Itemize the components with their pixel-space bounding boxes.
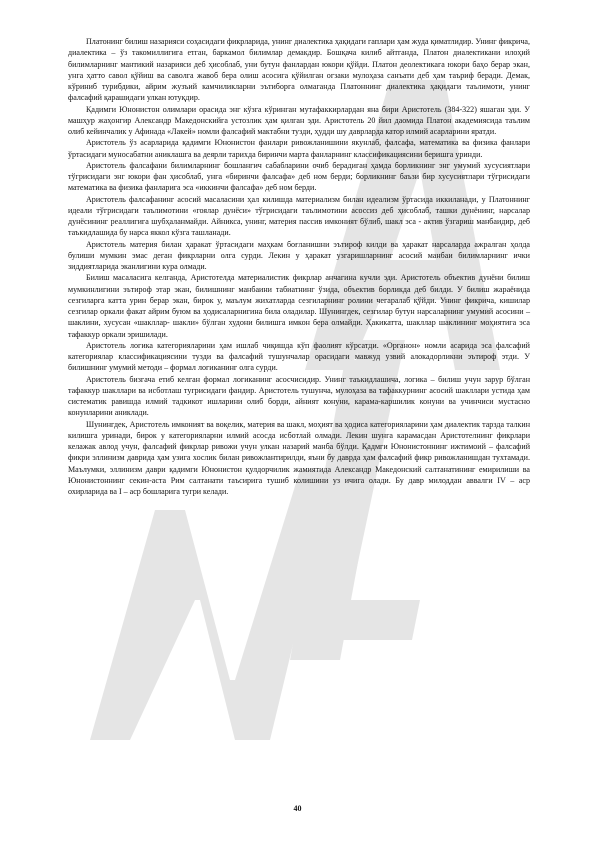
paragraph: Шунингдек, Аристотель имконият ва воқелик, материя ва шакл, моҳият ва ҳодиса категорияларини ҳам диалектик тарзда талкин килишга уринади, бирок у категорияларни илмий асосда исботлай олмади. Лекин шунга карамасдан Аристотелнинг фикрлари келажак авлод учун, фалсафий фикрлар ривожи учун улкан назарий манба бўлди. Қадмги Юнонистоннинг ижтимоий – фалсафий фикри эллинизм даврида ҳам узига хослик билан ривожлантирилди, яъни бу даврда ҳам фалсафий фикр ривожланишдан тухтамади. Маълумки, эллинизм даври қадимги Юнонистон қулдорчилик жамиятида Александр Македонский салтанатининг емирилиши ва Юнонистоннинг секин-аста Рим салтанати таъсирига тушиб колишини уз ичига олади. Бу давр милоддан аввалги IV – аср охирларида ва I – аср бошларига тугри келади. (68, 419, 530, 496)
paragraph: Билиш масаласига келганда, Аристотелда материалистик фикрлар анчагина кучли эди. Аристотель объектив дунёни билиш мумкинлигини эътироф этар экан, билишнинг манбаини табиатнинг ўзида, объектив борликда деб билди. У билиш жараёнида сезгиларга катта урин берар экан, бирок у, маълум жихатларда сезгиларнинг ролини чегаралаб қўйди. Унинг фикрича, кишилар сезгилар оркали факат айрим буюм ва ҳодисаларнигина била оладилар. Шунингдек, сезгилар бутун нарсаларнинг умумий асосини – шаклини, хусусан «шакллар- шакли» бўлган худони билишга имкон бера олмайди. Ҳакикатта, шакллар шаклининг моҳиятига эса тафаккур оркали эришилади. (68, 273, 530, 339)
body-text (68, 36, 530, 497)
paragraph: Аристотель фалсафани билимларнинг бошлангич сабабларини очиб берадиган ҳамда борликнинг энг умумий хусусиятлари тўгрисидаги энг юкори фан ҳисоблаб, унга «биринчи фалсафа» деб ном берди; борликнинг баъзи бир хусусиятлари тўгрисидаги математика ва физика фанларига эса «иккинчи фалсафа» деб ном берди. (68, 160, 530, 193)
page-number: 40 (293, 804, 302, 813)
paragraph: Аристотель ўз асарларида қадимги Юнонистон фанлари ривожланишини якунлаб, фалсафа, математика ва физика фанлари ўртасидаги муносабатни аниклашга ва деярли тарихда биринчи марта фанларнинг классификациясини беришга уринди. (68, 138, 530, 159)
paragraph: Аристотель материя билан ҳаракат ўртасидаги маҳкам боғланишни эътироф килди ва ҳаракат нарсалардa ажралган ҳолда булиши мумкин эмас деган фикрларни олга сурди. Лекин у ҳаракат узгаришларнинг асосий манбаи билимларнинг ички зиддиятларида эканлигини кура олмади. (68, 239, 530, 271)
paragraph: Платонинг билиш назарияси соҳасидаги фикрларида, унинг диалектика ҳақидаги гаплари ҳам жуда қиматлидир. Унинг фикрича, диалектика – ўз такомиллигига етган, баркамол билимлар демакдир. Бошқача килиб айтганда, Платон диалектикани илоҳий билимларнинг мантикий назарияси деб ҳисоблаб, уни бутун фанлардан юкори қўйди. Платон деолектикага юкори баҳо берар экан, унга ҳатто савол қўйиш ва саволга жавоб бера олиш асосига қўйилган огзаки мулоҳаза санъати деб ҳам таъриф беради. Демак, кўриниб турибдики, айрим жузъий камчиликларни эътиборга олмаганда Платоннинг диалектика ҳақидаги таълимоти, унинг фалсафий қарашидаги улкан ютуқдир. (68, 37, 530, 103)
paragraph: Аристотель логика категорияларини ҳам ишлаб чиқишда кўп фаолият кўрсатди. «Органон» номли асарида эса фалсафий категориялар классификациясини тузди ва фалсафий тушунчалар орасидаги мавжуд узвий алокадорликни эътироф этди. У билишнинг умумий методи – формал логиканинг олга сурди. (68, 340, 530, 373)
paragraph: Аристотель бизгача етиб келган формал логиканинг асосчисидир. Унинг таъкидлашича, логика – билиш учун зарур бўлган тафаккур шакллари ва исботлаш тугрисидаги фандир. Аристотель тушунча, мулоҳаза ва тафаккурнинг асосий шакллари устида ҳам систематик равишда илмий тадкикот ишларини олиб борди, айният конуни, карама-каршилик конуни ва учинчиси мустасно конунларини аниклади. (68, 374, 530, 418)
paragraph: Аристотель фалсафанинг асосий масаласини ҳал килишда материализм билан идеализм ўртасида иккиланади, у Платоннинг идеали тўгрисидаги таълимотини «гоялар дунёси» тўгрисидаги таълимотини асоссиз деб ҳисоблаб, ташки дунёнинг, нарсалар дунёсининг реаллигига шубҳаланмайди. Айникса, унинг, материя пассив имконият бўлиб, шакл эса - актив ўзгариш манбаидир, деб таъкидлашида бу нарса яккол кўзга ташланади. (68, 194, 530, 238)
paragraph: Қадимги Юнонистон олимлари орасида энг кўзга кўринган мутафаккирлардан яна бири Аристотель (384-322) яшаган эди. У машҳур жаҳонгир Александр Македонскийга устозлик ҳам қилган эди. Аристотель 20 йил даомида Платон академиясида таълим олиб кейинчалик у Афинада «Лакей» номли фалсафий мактабни тузди, ҳудди шу даврларда катор илмий асарларини яратди. (68, 104, 530, 136)
